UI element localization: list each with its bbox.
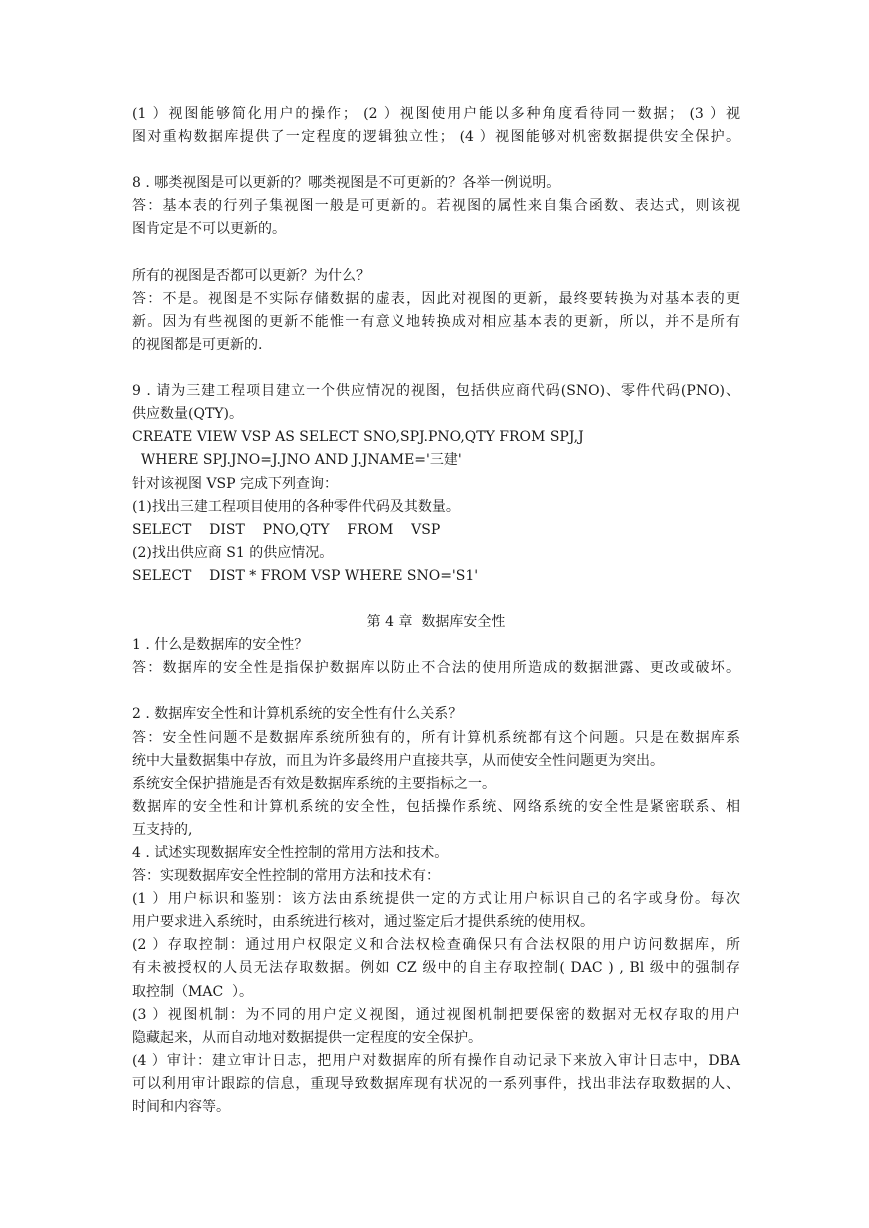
answer-line: 统中大量数据集中存放，而且为许多最终用户直接共享，从而使安全性问题更为突出。	[132, 752, 664, 769]
answer-line: 有未被授权的人员无法存取数据。例如 CZ 级中的自主存取控制( DAC ) , Bl 级中的强制存	[132, 960, 740, 977]
sub-question: (2)找出供应商 S1 的供应情况。	[132, 544, 334, 561]
answer-line: 答：安全性问题不是数据库系统所独有的，所有计算机系统都有这个问题。只是在数据库系	[132, 729, 740, 746]
question-line: 1 . 什么是数据库的安全性？	[132, 637, 309, 654]
answer-line: 隐藏起来，从而自动地对数据提供一定程度的安全保护。	[132, 1029, 482, 1046]
answer-line: 答：不是。视图是不实际存储数据的虚表，因此对视图的更新，最终要转换为对基本表的更	[132, 290, 740, 307]
sql-line: WHERE SPJ.JNO=J.JNO AND J.JNAME='三建'	[132, 452, 462, 469]
answer-line: 互支持的,	[132, 821, 193, 838]
answer-line: 答：基本表的行列子集视图一般是可更新的。若视图的属性来自集合函数、表达式，则该视	[132, 198, 740, 215]
answer-line: (1 ）用户标识和鉴别：该方法由系统提供一定的方式让用户标识自己的名字或身份。每次	[132, 891, 740, 908]
sql-line: CREATE VIEW VSP AS SELECT SNO,SPJ.PNO,QTY FROM SPJ,J	[132, 429, 584, 446]
document-page	[132, 103, 740, 1119]
answer-line: 答：实现数据库安全性控制的常用方法和技术有：	[132, 868, 440, 885]
question-8: 8 . 哪类视图是可以更新的？哪类视图是不可更新的？各举一例说明。	[132, 175, 561, 192]
answer-line: 系统安全保护措施是否有效是数据库系统的主要指标之一。	[132, 775, 496, 792]
answer-line: (3 ）视图机制：为不同的用户定义视图，通过视图机制把要保密的数据对无权存取的用户	[132, 1006, 740, 1023]
paragraph-gap	[132, 149, 740, 172]
answer-line: 时间和内容等。	[132, 1099, 230, 1116]
sql-line: SELECT DIST PNO,QTY FROM VSP	[132, 521, 441, 538]
paragraph-line: 图对重构数据库提供了一定程度的逻辑独立性； (4 ）视图能够对机密数据提供安全保护。	[132, 129, 740, 146]
answer-line: 取控制（MAC ）。	[132, 983, 254, 1000]
paragraph-line: (1 ）视图能够简化用户的操作； (2 ）视图使用户能以多种角度看待同一数据； (3 ）视	[132, 106, 740, 122]
answer-line: 的视图都是可更新的.	[132, 336, 263, 353]
answer-line: 可以利用审计跟踪的信息，重现导致数据库现有状况的一系列事件，找出非法存取数据的人、	[132, 1075, 740, 1092]
question-line: 所有的视图是否都可以更新？为什么？	[132, 267, 370, 284]
answer-line: (4 ）审计：建立审计日志，把用户对数据库的所有操作自动记录下来放入审计日志中，DBA	[132, 1052, 740, 1069]
text-line: 针对该视图 VSP 完成下列查询：	[132, 475, 339, 492]
question-line: 供应数量(QTY)。	[132, 406, 243, 423]
paragraph-gap	[132, 588, 740, 611]
answer-line: 图肯定是不可以更新的。	[132, 221, 286, 238]
question-line: 4 . 试述实现数据库安全性控制的常用方法和技术。	[132, 845, 449, 861]
sql-line: SELECT DIST * FROM VSP WHERE SNO='S1'	[132, 567, 479, 584]
answer-line: 数据库的安全性和计算机系统的安全性，包括操作系统、网络系统的安全性是紧密联系、相	[132, 798, 740, 815]
answer-line: 答：数据库的安全性是指保护数据库以防止不合法的使用所造成的数据泄露、更改或破坏。	[132, 660, 740, 677]
answer-line: (2 ）存取控制：通过用户权限定义和合法权检查确保只有合法权限的用户访问数据库，所	[132, 937, 740, 954]
answer-line: 用户要求进入系统时，由系统进行核对，通过鉴定后才提供系统的使用权。	[132, 914, 594, 931]
question-9: 9 . 请为三建工程项目建立一个供应情况的视图，包括供应商代码(SNO)、零件代码(PNO)、	[132, 383, 740, 400]
answer-line: 新。因为有些视图的更新不能惟一有意义地转换成对相应基本表的更新，所以，并不是所有	[132, 313, 740, 330]
sub-question: (1)找出三建工程项目使用的各种零件代码及其数量。	[132, 498, 460, 515]
question-line: 2 . 数据库安全性和计算机系统的安全性有什么关系？	[132, 706, 463, 723]
paragraph-gap	[132, 242, 740, 265]
paragraph-gap	[132, 357, 740, 380]
paragraph-gap	[132, 680, 740, 703]
chapter-title: 第 4 章 数据库安全性	[366, 614, 506, 631]
